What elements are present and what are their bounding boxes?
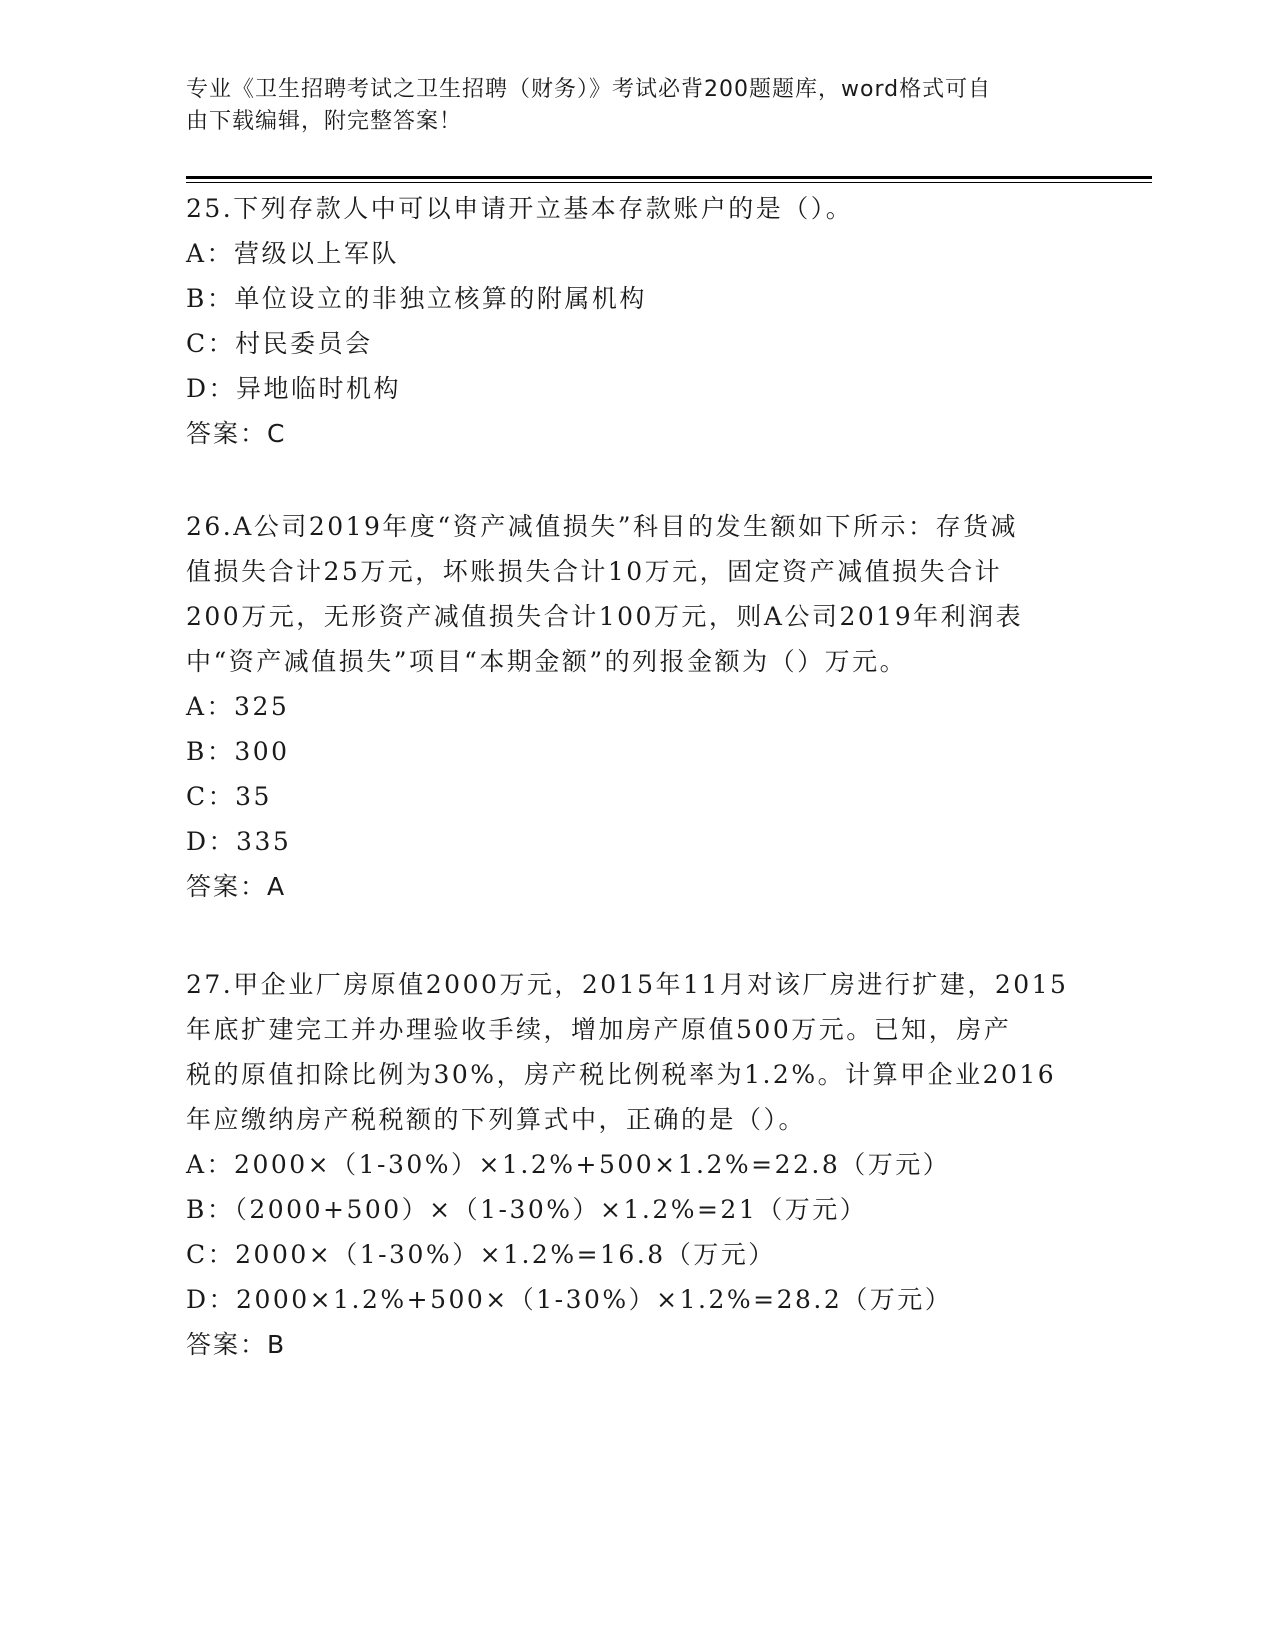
- answer-line: 答案：C: [186, 419, 287, 448]
- question-stem-line: 年底扩建完工并办理验收手续，增加房产原值500万元。已知，房产: [186, 1015, 1012, 1044]
- option-d: D：2000×1.2%+500×（1-30%）×1.2%=28.2（万元）: [186, 1285, 953, 1314]
- header-divider-thick: [186, 176, 1152, 179]
- document-header: [186, 74, 1066, 138]
- option-a: A：2000×（1-30%）×1.2%+500×1.2%=22.8（万元）: [186, 1150, 951, 1179]
- option-d: D：异地临时机构: [186, 374, 402, 403]
- option-a: A：325: [186, 692, 290, 721]
- question-stem-line: 25.下列存款人中可以申请开立基本存款账户的是（）。: [186, 194, 854, 223]
- answer-line: 答案：B: [186, 1330, 287, 1359]
- question-stem-line: 26.A公司2019年度“资产减值损失”科目的发生额如下所示：存货减: [186, 512, 1018, 541]
- option-c: C：35: [186, 782, 272, 811]
- header-line-2: 由下载编辑，附完整答案！: [186, 109, 463, 134]
- question-stem-line: 税的原值扣除比例为30%，房产税比例税率为1.2%。计算甲企业2016: [186, 1060, 1057, 1089]
- question-stem-line: 值损失合计25万元，坏账损失合计10万元，固定资产减值损失合计: [186, 557, 1003, 586]
- question-26: [186, 504, 1086, 909]
- question-stem-line: 中“资产减值损失”项目“本期金额”的列报金额为（）万元。: [186, 647, 908, 676]
- option-b: B：（2000+500）×（1-30%）×1.2%=21（万元）: [186, 1195, 868, 1224]
- header-divider-thin: [186, 182, 1152, 183]
- option-c: C：2000×（1-30%）×1.2%=16.8（万元）: [186, 1240, 776, 1269]
- question-stem-line: 27.甲企业厂房原值2000万元，2015年11月对该厂房进行扩建，2015: [186, 970, 1069, 999]
- question-stem-line: 200万元，无形资产减值损失合计100万元，则A公司2019年利润表: [186, 602, 1024, 631]
- question-stem-line: 年应缴纳房产税税额的下列算式中，正确的是（）。: [186, 1105, 807, 1134]
- option-b: B：单位设立的非独立核算的附属机构: [186, 284, 647, 313]
- question-27: [186, 962, 1086, 1367]
- option-b: B：300: [186, 737, 290, 766]
- answer-line: 答案：A: [186, 872, 287, 901]
- option-a: A：营级以上军队: [186, 239, 400, 268]
- option-c: C：村民委员会: [186, 329, 373, 358]
- header-line-1: 专业《卫生招聘考试之卫生招聘（财务）》考试必背200题题库，word格式可自: [186, 77, 992, 102]
- option-d: D：335: [186, 827, 292, 856]
- question-25: [186, 186, 1086, 456]
